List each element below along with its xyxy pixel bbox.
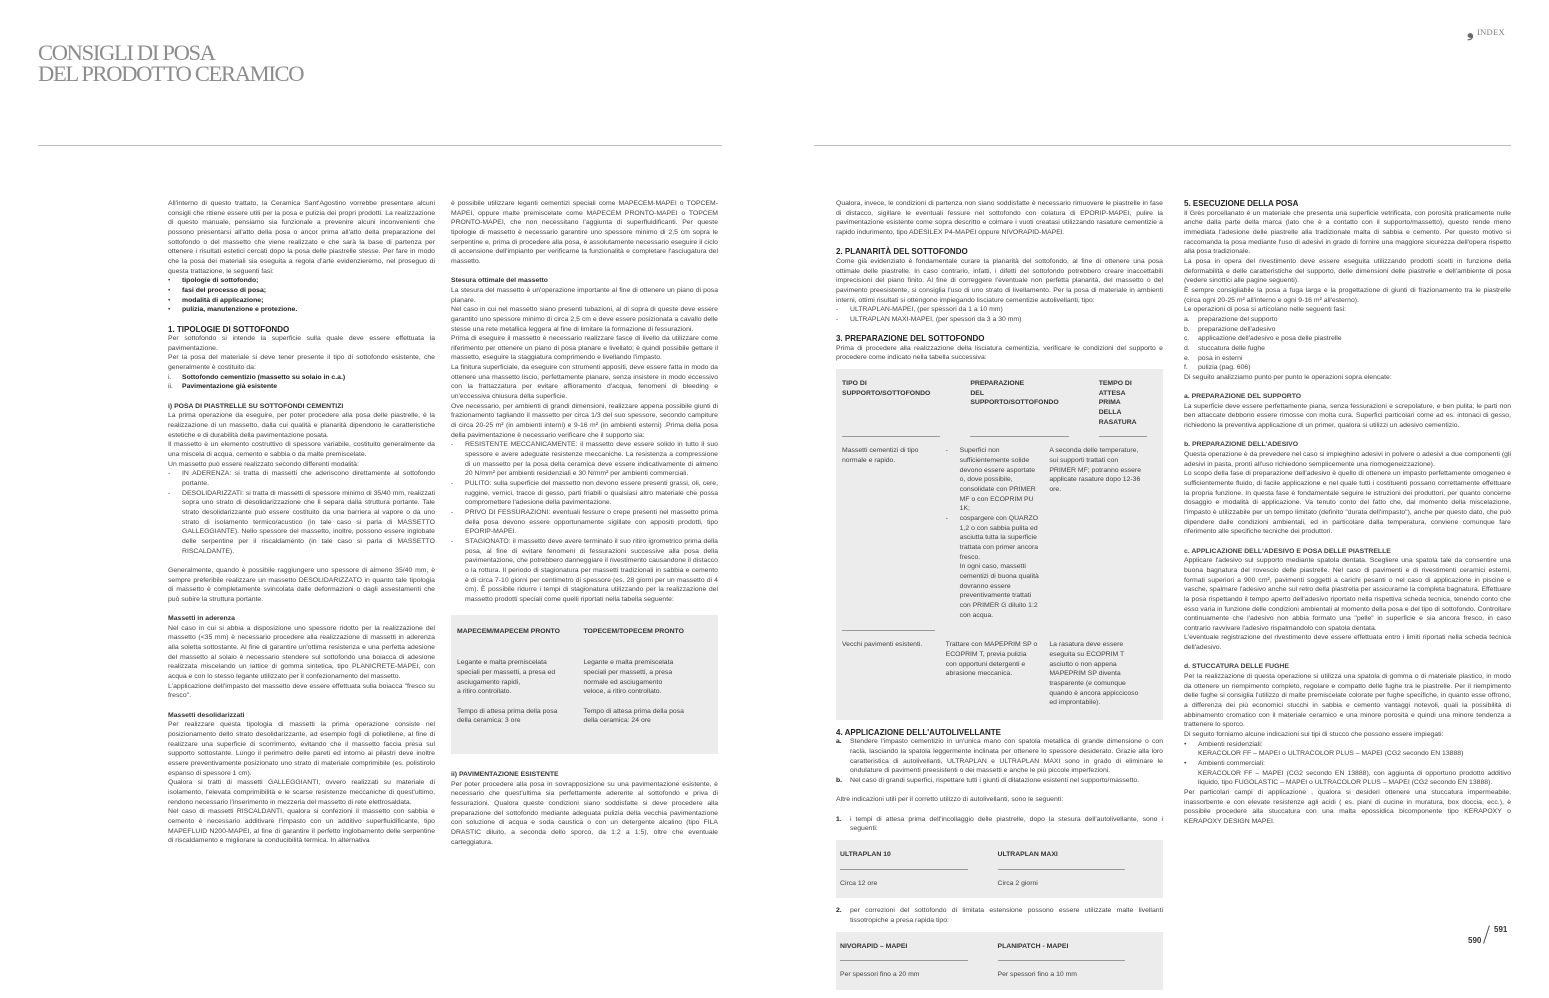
paragraph: Per la realizzazione di questa operazione si utilizza una spatola di gomma o di materiale plastico, in modo da ottenere un riempimento completo, regolare e compatto delle fughe tra le piastrelle. Per il riempimento delle fughe si consiglia l'utilizzo di malte premiscelate colorate per fughe specifiche, in quanto esse offrono, a differenza dei più economici stucchi in sabbia e cemento vantaggi notevoli, quali la possibilità di abbinamento cromatico con il materiale ceramico e una minore porosità e quindi una minore tendenza a trattenere lo sporco. bbox=[1184, 673, 1511, 729]
spacer bbox=[168, 701, 435, 711]
list-item-text: DESOLIDARIZZATI: si tratta di massetti di spessore minimo di 35/40 mm, realizzati sopra uno strato di desolidarizzazione che li separa dalla struttura portante. Tale strato desolidarizzante può essere costituito da una barriera al vapore o da uno strato di isolamento termico/acustico (in tale caso si parla di MASSETTO GALLEGGIANTE). Nello spessore del massetto, inoltre, possono essere inglobate delle serpentine per il riscaldamento (in tale caso si parla di MASSETTO RISCALDANTE). bbox=[182, 489, 435, 555]
list-marker: f. bbox=[1184, 364, 1188, 372]
list-marker: d. bbox=[1184, 344, 1190, 352]
paragraph: Ove necessario, per ambienti di grandi dimensioni, realizzare appena possibile giunti di frazionamento tagliando il massetto per circa 1/3 del suo spessore, secondo campiture di circa 20-25 m² (in ambienti interni) e 9-16 m² (in ambienti esterni) .Prima della posa della pavimentazione è necessario verificare che il supporto sia: bbox=[451, 402, 718, 439]
page-separator bbox=[1483, 925, 1490, 943]
list-item-text: Superfici non sufficientemente solide devono essere asportate o, dove possibile, consolidate con PRIMER MF o con ECOPRIM PU 1K; bbox=[959, 447, 1036, 513]
paragraph: Prima di procedere alla realizzazione della lisciatura cementizia, verificare le condizioni del supporto e procedere come indicato nella tabella successiva: bbox=[836, 344, 1163, 362]
list-item-text: IN ADERENZA: si tratta di massetti che aderiscono direttamente al sottofondo portante. bbox=[182, 470, 435, 487]
list-item bbox=[1184, 315, 1511, 325]
list-item-text: applicazione dell'adesivo e posa delle piastrelle bbox=[1198, 335, 1342, 343]
table-row bbox=[840, 970, 1155, 980]
list-marker: 1. bbox=[836, 815, 842, 823]
table-header-cell: NIVORAPID – MAPEI bbox=[840, 942, 968, 962]
list-marker: b. bbox=[836, 777, 843, 785]
list-marker: - bbox=[451, 537, 454, 545]
list-marker: a. bbox=[1184, 315, 1190, 323]
paragraph: Di seguito forniamo alcune indicazioni sui tipi di stucco che possono essere impiegati: bbox=[1184, 731, 1444, 739]
spacer bbox=[836, 805, 1163, 815]
list bbox=[836, 305, 1163, 324]
spacer bbox=[836, 238, 1163, 248]
list-item bbox=[1184, 344, 1511, 354]
list-item bbox=[836, 815, 1163, 834]
subsection-heading: b. PREPARAZIONE DELL'ADESIVO bbox=[1184, 441, 1299, 449]
table-header-cell: PLANIPATCH - MAPEI bbox=[998, 942, 1126, 962]
paragraph: La finitura superficiale, da eseguire con strumenti appositi, deve essere fatta in modo da ottenere una massetto liscio, perfettamente planare, senza insistere in modo eccessivo con la frattazzatura per evitare affioramento d'acqua, fenomeni di bleeding e un'eccessiva chiusura della superficie. bbox=[451, 364, 718, 401]
spacer bbox=[1184, 431, 1511, 441]
table-cell: Circa 2 giorni bbox=[997, 879, 1038, 887]
list-item-text: tipologie di sottofondo; bbox=[182, 277, 259, 285]
list-marker: ii. bbox=[168, 383, 173, 391]
table-cell-preparation bbox=[946, 446, 1050, 620]
table-cell: Per spessori fino a 20 mm bbox=[840, 971, 920, 979]
list-item bbox=[836, 305, 1163, 315]
column-right-1 bbox=[836, 199, 1163, 998]
spacer bbox=[1184, 382, 1511, 392]
preparation-note: In ogni caso, massetti cementizi di buona qualità dovranno essere preventivamente trattati con PRIMER G diluito 1:2 con acqua. bbox=[959, 563, 1039, 619]
list-item bbox=[946, 446, 1040, 514]
list-item-text: modalità di applicazione; bbox=[182, 296, 264, 304]
list-item-text: ULTRAPLAN MAXI-MAPEI, (per spessori da 3 a 30 mm) bbox=[850, 315, 1022, 323]
list-marker: - bbox=[945, 447, 948, 455]
paragraph: Come già evidenziato è fondamentale curare la planarità del sottofondo, al fine di ottenere una posa ottimale delle piastrelle. In caso contrario, infatti, i difetti del sottofondo potrebbero creare inaccettabili imprecisioni del piano finito. Al fine di correggere l'eventuale non perfetta planarità, del massetto o del pavimento preesistente, si consiglia l'uso di uno strato di livellamento. Per la posa di materiale in ambienti interni, ottimi risultati si ottengono impiegando lisciature cementizie autolivellanti, tipo: bbox=[836, 257, 1163, 304]
list-marker: - bbox=[451, 508, 454, 516]
table-header-row bbox=[840, 942, 1155, 962]
list-marker: - bbox=[451, 441, 454, 449]
preparation-list bbox=[946, 446, 1040, 562]
list-item-text: fasi del processo di posa; bbox=[182, 286, 267, 294]
list-item-text: STAGIONATO: il massetto deve avere terminato il suo ritiro igrometrico prima della posa, al fine di evitare fenomeni di fessurazioni successive alla posa della pavimentazione, che potrebbero danneggiare il rivestimento causandone il distacco o la rottura. Il periodo di stagionatura per massetti tradizionali in sabbia e cemento è di circa 7-10 giorni per centimetro di spessore (es. 28 giorni per un massetto di 4 cm). È possibile ridurre i tempi di stagionatura utilizzando per la realizzazione del massetto prodotti speciali come quelli riportati nella tabella seguente: bbox=[465, 537, 718, 603]
paragraph: L'applicazione dell'impasto del massetto deve essere effettuata sulla boiacca "fresco su fresco". bbox=[168, 682, 435, 700]
list-marker: a. bbox=[836, 738, 842, 746]
list bbox=[168, 373, 435, 392]
list bbox=[836, 906, 1163, 925]
list-item-text: pulizia (pag. 606) bbox=[1198, 364, 1251, 372]
table-header-cell: ULTRAPLAN 10 bbox=[840, 850, 968, 870]
preparation-table bbox=[836, 369, 1163, 720]
paragraph: La superficie deve essere perfettamente piana, senza fessurazioni e screpolature, e ben pulita; le parti non ben attaccate debbono essere rimosse con molta cura. Superfici particolari come ad es. intonaci di gesso, richiedono la preventiva applicazione di un primer, qualora si utilizzi un adesivo cementizio. bbox=[1184, 402, 1511, 430]
paragraph: Un massetto può essere realizzato secondo differenti modalità: bbox=[168, 460, 359, 468]
list bbox=[1184, 740, 1511, 788]
list-marker: - bbox=[945, 515, 948, 522]
row-separator bbox=[842, 630, 935, 631]
list-item bbox=[451, 537, 718, 605]
table-header-cell: PREPARAZIONE DEL SUPPORTO/SOTTOFONDO bbox=[970, 379, 1068, 437]
spacer bbox=[1184, 653, 1511, 663]
spacer bbox=[836, 786, 1163, 796]
paragraph: Lo scopo della fase di preparazione dell'adesivo è quello di ottenere un impasto perfettamente omogeneo e sufficientemente fluido, di facile applicazione e nel quale tutti i costituenti possano correttamente effettuare la propria funzione. In questa fase è fondamentale seguire le istruzioni dei produttori, per quanto concerne dosaggio e modalità di applicazione. Va tenuto conto del fatto che, dal momento della miscelazione, l'impasto è utilizzabile per un tempo limitato (definito "durata dell'impasto"), anche per questo dato, che può dipendere dalle condizioni ambientali, ed in particolare dalla temperatura, conviene comunque fare riferimento alle specifiche tecniche dei produttori. bbox=[1184, 470, 1511, 536]
table-cell: Legante e malta premiscelata speciali per massetti, a presa normale ed asciugamento veloce, a ritiro controllato. bbox=[583, 659, 674, 696]
table-header-row bbox=[457, 627, 710, 637]
list-marker: • bbox=[168, 306, 171, 314]
section-heading: 1. TIPOLOGIE DI SOTTOFONDO bbox=[168, 324, 290, 334]
table-row bbox=[840, 879, 1155, 889]
spacer bbox=[1184, 537, 1511, 547]
table-header-row bbox=[842, 379, 1153, 437]
paragraph: È sempre consigliabile la posa a fuga larga e la progettazione di giunti di frazionamento tra le piastrelle (circa ogni 20-25 m² all'interno e ogni 9-16 m² all'esterno). bbox=[1184, 286, 1511, 304]
paragraph: Prima di eseguire il massetto è necessario realizzare fasce di livello da utilizzare come riferimento per ottenere un piano di posa planare e livellato; è quindi possibile gettare il massetto, eseguire la staggiatura comprimendo e livellando l'impasto. bbox=[451, 335, 718, 362]
list bbox=[836, 815, 1163, 834]
table-cell-support: Massetti cementizi di tipo normale e rapido. bbox=[842, 447, 919, 465]
table-row bbox=[842, 446, 1153, 620]
subsection-heading: d. STUCCATURA DELLE FUGHE bbox=[1184, 663, 1289, 671]
list-item-text: cospargere con QUARZO 1,2 o con sabbia pulita ed asciutta tutta la superficie trattata con primer ancora fresco. bbox=[959, 515, 1039, 561]
table-cell: Circa 12 ore bbox=[840, 879, 878, 887]
subsection-heading: c. APPLICAZIONE DELL'ADESIVO E POSA DELLE PIASTRELLE bbox=[1184, 547, 1391, 555]
list-marker: • bbox=[168, 296, 171, 304]
list bbox=[168, 469, 435, 556]
index-label: INDEX bbox=[1476, 27, 1505, 37]
page-number-left: 590 bbox=[1468, 936, 1482, 945]
list-item-text: i tempi di attesa prima dell'incollaggio delle piastrelle, dopo la stesura dell'autolivellante, sono i seguenti: bbox=[850, 815, 1163, 833]
list-item-text: per correzioni del sottofondo di limitata estensione possono essere utilizzate malte livellanti tissotropiche a presa rapida tipo: bbox=[850, 907, 1163, 924]
table-row bbox=[457, 658, 710, 697]
list-item bbox=[451, 479, 718, 508]
list-item bbox=[168, 489, 435, 557]
list-item bbox=[168, 276, 435, 286]
list bbox=[168, 276, 435, 315]
list-marker: 2. bbox=[836, 907, 842, 915]
paragraph: Qualora si tratti di massetti GALLEGGIANTI, ovvero realizzati su materiale di isolamento, l'elevata comprimibilità e le scarse resistenze meccaniche di quest'ultimo, rendono necessario l'inserimento in mezzeria del massetto di rete elettrosaldata. bbox=[168, 779, 435, 806]
subsection-heading: Massetti in aderenza bbox=[168, 615, 235, 623]
list-item bbox=[1184, 325, 1511, 335]
list bbox=[1184, 315, 1511, 373]
list-item bbox=[836, 315, 1163, 325]
paragraph: Il Grès porcellanato è un materiale che presenta una superficie vetrificata, con porosità praticamente nulle anche dalla parte della marca (lato che è a contatto con il supporto/massetto), questo rende meno immediata l'adesione delle piastrelle alla tradizionale malta di sabbia e cemento. Per questo motivo si raccomanda la posa mediante l'uso di adesivi in grado di fornire una maggiore sicurezza dell'opera rispetto alla posa tradizionale. bbox=[1184, 209, 1511, 256]
list-marker: • bbox=[1184, 740, 1187, 748]
section-heading: 2. PLANARITÀ DEL SOTTOFONDO bbox=[836, 247, 968, 257]
table-cell: Tempo di attesa prima della posa della ceramica: 24 ore bbox=[583, 707, 684, 725]
paragraph: Altre indicazioni utili per il corretto utilizzo di autolivellanti, sono le seguenti: bbox=[836, 796, 1064, 804]
list-marker: i. bbox=[168, 373, 172, 381]
table-cell-support: Vecchi pavimenti esistenti. bbox=[842, 641, 923, 649]
info-table bbox=[836, 840, 1163, 898]
table-header-cell: TEMPO DI ATTESA PRIMA DELLA RASATURA bbox=[1099, 379, 1147, 437]
list-marker: - bbox=[168, 489, 171, 497]
list-item-text: pulizia, manutenzione e protezione. bbox=[182, 306, 298, 314]
list-item-text: PRIVO DI FESSURAZIONI: eventuali fessure o crepe presenti nel massetto prima della posa devono essere opportunamente sigillate con appositi prodotti, tipo EPORIP-MAPEI. bbox=[465, 508, 718, 536]
section-heading: 4. APPLICAZIONE DELL'AUTOLIVELLANTE bbox=[836, 727, 1002, 737]
paragraph: Per la posa del materiale si deve tener presente il tipo di sottofondo esistente, che generalmente è costituito da: bbox=[168, 354, 435, 372]
paragraph: Nel caso in cui si abbia a disposizione uno spessore ridotto per la realizzazione del massetto (<35 mm) è necessario procedere alla realizzazione di massetti in aderenza alla soletta sottostante. Al fine di garantire un'ottima resistenza e una perfetta adesione del massetto al solaio è necessario stendere sul sottofondo una boiacca di adesione realizzata miscelando un lattice di gomma sintetica, tipo PLANICRETE-MAPEI, con acqua e con lo stesso legante utilizzato per il confezionamento del massetto. bbox=[168, 624, 435, 681]
table-header-cell: MAPECEM/MAPECEM PRONTO bbox=[457, 627, 560, 635]
paragraph: Generalmente, quando è possibile raggiungere uno spessore di almeno 35/40 mm, è sempre preferibile realizzare un massetto DESOLIDARIZZATO in quanto tale tipologia di massetto è completamente svincolata dalle deformazioni o dagli assestamenti che può subire la struttura portante. bbox=[168, 566, 435, 603]
subsection-heading: Massetti desolidarizzati bbox=[168, 711, 245, 719]
spacer bbox=[168, 556, 435, 566]
table-row bbox=[842, 640, 1153, 708]
subsection-heading: a. PREPARAZIONE DEL SUPPORTO bbox=[1184, 393, 1302, 401]
list-marker: c. bbox=[1184, 335, 1190, 343]
spacer bbox=[168, 392, 435, 402]
spacer bbox=[168, 315, 435, 325]
list-marker: b. bbox=[1184, 325, 1190, 333]
paragraph: Di seguito analizziamo punto per punto le operazioni sopra elencate: bbox=[1184, 373, 1392, 381]
section-heading: 3. PREPARAZIONE DEL SOTTOFONDO bbox=[836, 334, 985, 344]
spacer bbox=[451, 267, 718, 277]
list-item bbox=[168, 286, 435, 296]
paragraph: La posa in opera del rivestimento deve essere eseguita utilizzando prodotti scelti in funzione della deformabilità e delle caratteristiche del supporto, delle dimensioni delle piastrelle e dell'ambiente di posa (vedere sinottici alle pagine seguenti). bbox=[1184, 257, 1511, 285]
list-item-text: RESISTENTE MECCANICAMENTE: il massetto deve essere solido in tutto il suo spessore e avere adeguate resistenze meccaniche. La resistenza a compressione di un massetto per la posa della ceramica deve essere indicativamente di almeno 20 N/mm² per ambienti residenziali e 30 N/mm² per ambienti commerciali. bbox=[465, 441, 718, 478]
list-marker: - bbox=[451, 480, 454, 488]
list-marker: - bbox=[836, 315, 839, 323]
list-item bbox=[168, 373, 435, 383]
list-item-text: stuccatura delle fughe bbox=[1198, 344, 1265, 352]
index-link[interactable] bbox=[1467, 22, 1505, 41]
list-item-text: Stendere l'impasto cementizio in un'unica mano con spatola metallica di grande dimensione o con racla, lasciando la spatola leggermente inclinata per ottenere lo spessore desiderato. Grazie alla loro caratteristica di autolivellanti, ULTRAPLAN e ULTRAPLAN MAXI sono in grado di eliminare le ondulature di pavimenti preesistenti o dei massetti e anche le più piccole imperfezioni. bbox=[850, 738, 1163, 775]
list-item bbox=[168, 382, 435, 392]
paragraph: Nel caso in cui nel massetto siano presenti tubazioni, al di sopra di queste deve essere garantito uno spessore minimo di circa 2,5 cm e deve essere posizionata a cavallo delle stesse una rete metallica leggera al fine di limitare la formazione di fessurazioni. bbox=[451, 306, 718, 333]
list-marker: • bbox=[168, 277, 171, 285]
list-item-text: PULITO: sulla superficie del massetto non devono essere presenti grassi, oli, cere, ruggine, vernici, tracce di gesso, parti friabili o qualsiasi altro materiale che possa compromettere l'adesione della pavimentazione. bbox=[465, 480, 718, 507]
table-cell: Per spessori fino a 10 mm bbox=[997, 971, 1077, 979]
column-left-2 bbox=[451, 199, 718, 847]
paragraph: La prima operazione da eseguire, per poter procedere alla posa delle piastrelle, è la realizzazione di un massetto, dalla cui qualità e planarità dipendono le caratteristiche estetiche e di durabilità della pavimentazione posata. bbox=[168, 412, 435, 439]
table-cell: Tempo di attesa prima della posa della ceramica: 3 ore bbox=[457, 707, 558, 725]
title-line-1: CONSIGLI DI POSA bbox=[38, 40, 215, 65]
list-item bbox=[836, 737, 1163, 776]
paragraph: Il massetto è un elemento costruttivo di spessore variabile, costituito generalmente da una miscela di acqua, cemento e sabbia o da malte premiscelate. bbox=[168, 441, 435, 459]
column-right-2 bbox=[1184, 199, 1511, 827]
spacer bbox=[168, 605, 435, 615]
list-item-text: Pavimentazione già esistente bbox=[182, 383, 278, 391]
paragraph: Per particolari campi di applicazione , qualora si desideri ottenere una stuccatura impermeabile, inassorbente e con elevate resistenze agli acidi ( es. piani di cucine in muratura, box doccia, ecc.), è possibile procedere alla stuccatura con una malta epossidica bicomponente tipo KERAPOXY o KERAPOXY DESIGN MAPEI. bbox=[1184, 788, 1511, 825]
paragraph: La stesura del massetto è un'operazione importante al fine di ottenere un piano di posa planare. bbox=[451, 286, 718, 304]
list bbox=[451, 440, 718, 604]
table-header-cell: TIPO DI SUPPORTO/SOTTOFONDO bbox=[842, 379, 940, 437]
list-item-text: preparazione del supporto bbox=[1198, 315, 1278, 323]
left-page-divider bbox=[38, 145, 722, 146]
list-item bbox=[946, 514, 1040, 562]
list bbox=[836, 737, 1163, 785]
list-item bbox=[836, 776, 1163, 786]
list-item bbox=[451, 440, 718, 479]
right-page-divider bbox=[814, 145, 1511, 146]
list-marker: - bbox=[168, 470, 171, 478]
table-row bbox=[457, 707, 710, 726]
paragraph: L'eventuale registrazione del rivestimento deve essere effettuata entro i limiti riportati nella scheda tecnica dell'adesivo. bbox=[1184, 634, 1511, 652]
list-item bbox=[168, 305, 435, 315]
paragraph: Per realizzare questa tipologia di massetti la prima operazione consiste nel posizionamento dello strato desolidarizzante, ad esempio fogli di polietilene, al fine di realizzare una superficie di scorrimento, evitando che il massetto faccia presa sul supporto sottostante. Lungo il perimetro delle pareti ed intorno ai pilastri deve inoltre essere preventivamente posizionato uno strato di materiale comprimibile (es. polistirolo espanso di spessore 1 cm). bbox=[168, 721, 435, 777]
paragraph: è possibile utilizzare leganti cementizi speciali come MAPECEM-MAPEI o TOPCEM-MAPEI, oppure malte premiscelate come MAPECEM PRONTO-MAPEI o TOPCEM PRONTO-MAPEI, che non necessitano l'aggiunta di superfluidificanti. Per queste tipologie di massetto è necessario garantire uno spessore minimo di 2,5 cm sopra le serpentine e, prima di procedere alla posa, è assolutamente necessario eseguire il ciclo di accensione dell'impianto per verificarne la funzionalità e completare l'asciugatura del massetto. bbox=[451, 200, 718, 265]
paragraph: Qualora, invece, le condizioni di partenza non siano soddisfatte è necessario rimuovere le piastrelle in fase di distacco, sigillare le eventuali fessure nel sottofondo con colatura di EPORIP-MAPEI, pulire la pavimentazione esistente come sopra descritto e colmare i vuoti creatasi utilizzando rasature cementizie a rapido indurimento, tipo ADESILEX P4-MAPEI oppure NIVORAPID-MAPEI. bbox=[836, 200, 1163, 236]
info-table bbox=[451, 615, 718, 755]
table-header-row bbox=[840, 850, 1155, 870]
list-marker: • bbox=[1184, 760, 1187, 767]
paragraph: Nel caso di massetti RISCALDANTI, qualora si confezioni il massetto con sabbia e cemento è necessario additivare l'impasto con un additivo superfluidificante, tipo MAPEFLUID N200-MAPEI, al fine di garantire il perfetto inglobamento delle serpentine di riscaldamento e migliorare la conducibilità termica. In alternativa bbox=[168, 808, 435, 845]
title-line-2: DEL PRODOTTO CERAMICO bbox=[38, 61, 304, 86]
paragraph: Questa operazione è da prevedere nel caso si impieghino adesivi in polvere o adesivi a due componenti (gli adesivi in pasta, pronti all'uso richiedono semplicemente una riomogeneizzazione). bbox=[1184, 451, 1511, 468]
paragraph: Per sottofondo si intende la superficie sulla quale deve essere effettuata la pavimentazione. bbox=[168, 335, 435, 352]
list-item bbox=[451, 508, 718, 537]
list-item bbox=[836, 906, 1163, 925]
list-item bbox=[1184, 334, 1511, 344]
paragraph: Per poter procedere alla posa in sovrapposizione su una pavimentazione esistente, è necessario che quest'ultima sia perfettamente aderente al sottofondo e priva di fessurazioni. Qualora queste condizioni siano soddisfatte si deve procedere alla preparazione del sottofondo mediante adeguata pulizia della vecchia pavimentazione con soluzione di acqua e soda caustica o con un detergente alcalino (tipo FILA DRASTIC diluito, a seconda dello sporco, da 1:2 a 1:5), oltre che eventuale carteggiatura. bbox=[451, 780, 718, 846]
list-marker: • bbox=[168, 286, 171, 294]
table-cell-wait: La rasatura deve essere eseguita su ECOPRIM T asciutto o non appena MAPEPRIM SP diventa trasparente (e comunque quando è ancora appiccicoso ed improntabile). bbox=[1049, 641, 1139, 707]
list-item bbox=[1184, 363, 1511, 373]
comma-mark-icon: ❟ bbox=[1467, 22, 1474, 41]
list-item-text: preparazione dell'adesivo bbox=[1198, 325, 1276, 333]
list-item-text: ULTRAPLAN-MAPEI, (per spessori da 1 a 10 mm) bbox=[850, 306, 1003, 314]
list-item bbox=[168, 296, 435, 306]
list-marker: e. bbox=[1184, 354, 1190, 362]
page-number-right: 591 bbox=[1494, 925, 1508, 934]
table-cell: Legante e malta premiscelata speciali per massetti, a presa ed asciugamento rapidi, a ritiro controllato. bbox=[457, 659, 556, 696]
column-left-1 bbox=[168, 199, 435, 846]
list-item-text: Nel caso di grandi superfici, rispettare tutti i giunti di dilatazione esistenti nel supporto/massetto. bbox=[850, 777, 1140, 785]
list-marker: - bbox=[836, 306, 839, 314]
info-table bbox=[836, 932, 1163, 990]
list-item bbox=[1184, 354, 1511, 364]
list-item bbox=[1184, 759, 1511, 788]
section-heading: 5. ESECUZIONE DELLA POSA bbox=[1184, 199, 1299, 208]
paragraph: All'interno di questo trattato, la Ceramica Sant'Agostino vorrebbe presentare alcuni consigli che ritiene essere utili per la posa e pulizia dei propri prodotti. La realizzazione di questo manuale, pensiamo sia funzionale a prevenire alcuni inconvenienti che possono presentarsi all'atto della posa o ancor prima all'atto della preparazione del sottofondo o del massetto che viene realizzato e che sarà la base di partenza per ottenere i risultati estetici cercati dopo la posa delle piastrelle stesse. Per fare in modo che la posa dei materiali sia eseguita a regola d'arte evidenzieremo, nel proseguo di questa trattazione, le seguenti fasi: bbox=[168, 200, 435, 275]
table-header-cell: ULTRAPLAN MAXI bbox=[998, 850, 1126, 870]
spacer bbox=[836, 325, 1163, 335]
table-header-cell: TOPECEM/TOPECEM PRONTO bbox=[583, 627, 684, 635]
subsection-heading: ii) PAVIMENTAZIONE ESISTENTE bbox=[451, 771, 559, 779]
list-item bbox=[168, 469, 435, 488]
paragraph: Le operazioni di posa si articolano nelle seguenti fasi: bbox=[1184, 306, 1347, 314]
subsection-heading: Stesura ottimale del massetto bbox=[451, 277, 548, 285]
page-title bbox=[38, 42, 303, 84]
list-item bbox=[1184, 740, 1511, 759]
list-item-text: posa in esterni bbox=[1198, 354, 1243, 362]
table-cell-preparation: Trattare con MAPEPRIM SP o ECOPRIM T, previa pulizia con opportuni detergenti e abrasione meccanica. bbox=[945, 641, 1038, 678]
paragraph: Applicare l'adesivo sul supporto mediante spatola dentata. Scegliere una spatola tale da consentire una buona bagnatura del rovescio delle piastrelle. Nel caso di pavimenti e di rivestimenti ceramici esterni, formati superiori a 900 cm², pavimenti soggetti a carichi pesanti o nel caso di applicazione in piscine e vasche, spalmare l'adesivo anche sul retro della piastrella per assicurarne la completa bagnatura. Effettuare la posa rispettando il tempo aperto dell'adesivo riportato nella rispettiva scheda tecnica, tenendo conto che esso varia in funzione delle condizioni ambientali al momento della posa e del tipo di sottofondo. Controllare continuamente che l'adesivo non abbia formato una "pelle" in superficie e sia ancora fresco, in caso contrario ravvivare l'adesivo rispalmandolo con spatola dentata. bbox=[1184, 557, 1511, 632]
table-cell-wait: A seconda delle temperature, sui supporti trattati con PRIMER MF; potranno essere applicate rasature dopo 12-36 ore. bbox=[1049, 447, 1142, 494]
list-item-text: Ambienti residenziali: KERACOLOR FF – MAPEI o ULTRACOLOR PLUS – MAPEI (CG2 secondo EN 13888) bbox=[1198, 740, 1464, 758]
list-item-text: Sottofondo cementizio (massetto su solaio in c.a.) bbox=[182, 373, 346, 381]
list-item-text: Ambienti commerciali: KERACOLOR FF – MAPEI (CG2 secondo EN 13888), con aggiunta di opportuno prodotto additivo liquido, tipo FUGOLASTIC – MAPEI o ULTRACOLOR PLUS – MAPEI (CG2 secondo EN 13888). bbox=[1198, 760, 1511, 787]
subsection-heading: i) POSA DI PIASTRELLE SU SOTTOFONDI CEMENTIZI bbox=[168, 402, 344, 410]
